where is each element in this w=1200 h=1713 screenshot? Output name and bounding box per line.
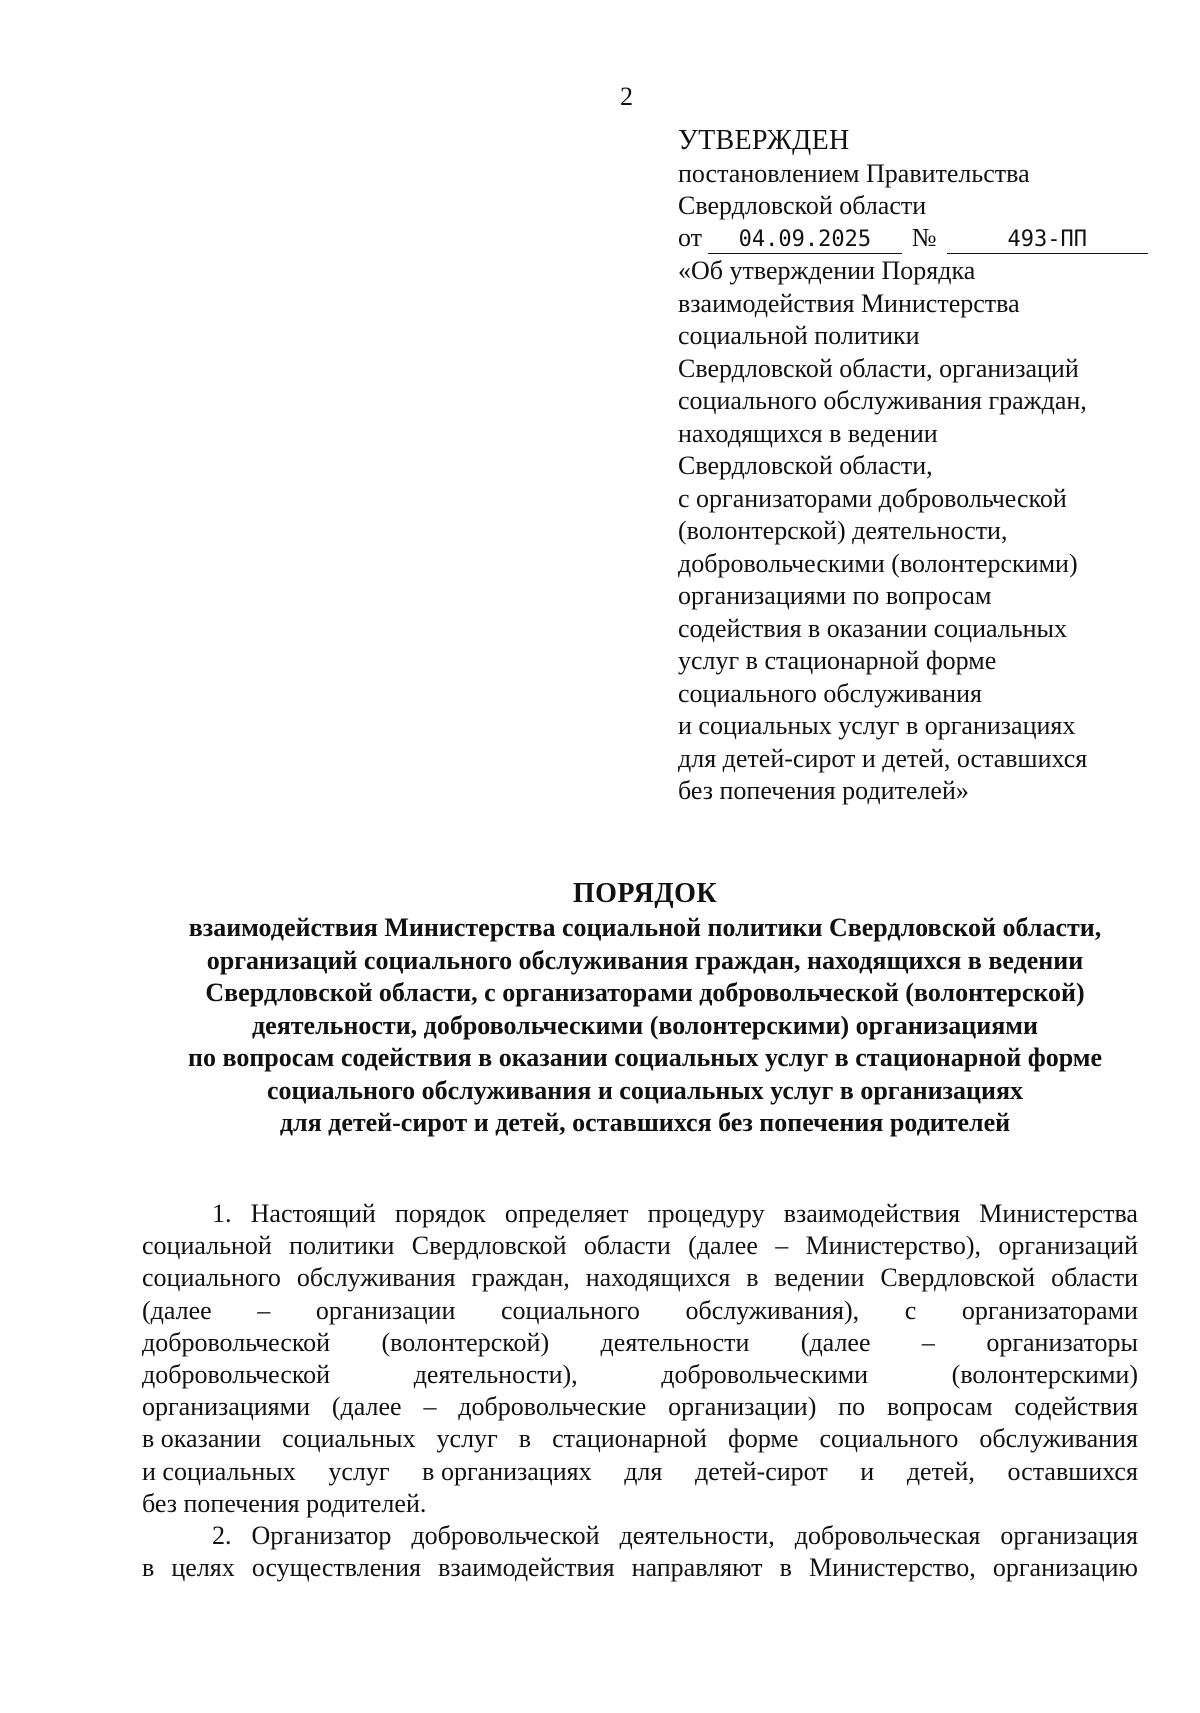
word: обслуживания xyxy=(296,1263,456,1293)
text-line xyxy=(142,1327,1138,1359)
approval-subject-line: добровольческими (волонтерскими) xyxy=(678,548,1078,578)
approval-subject-line: без попечения родителей» xyxy=(678,776,969,805)
paragraph-2 xyxy=(142,1520,1138,1584)
word: в xyxy=(779,1553,792,1583)
word: Свердловской xyxy=(411,1231,567,1261)
word: обслуживания xyxy=(979,1424,1138,1454)
text-line xyxy=(142,1520,1138,1552)
word: социальных xyxy=(282,1424,416,1454)
word: содействия xyxy=(1014,1392,1138,1422)
text-line xyxy=(142,1198,1138,1230)
paragraph-1 xyxy=(142,1198,1138,1488)
word: услуг xyxy=(436,1424,498,1454)
word: – xyxy=(423,1392,437,1422)
word: Министерства xyxy=(979,1199,1138,1228)
word: добровольческая xyxy=(794,1521,981,1551)
word: процедуру xyxy=(647,1199,765,1228)
word: организацию xyxy=(992,1553,1138,1583)
text-line xyxy=(142,1359,1138,1391)
heading-line: для детей-сирот и детей, оставшихся без попечения родителей xyxy=(279,1108,1011,1137)
word: обслуживания), xyxy=(685,1295,860,1325)
word: услуг xyxy=(328,1456,390,1486)
word: организаций xyxy=(998,1231,1138,1261)
page-number: 2 xyxy=(620,82,633,111)
word: вопросам xyxy=(887,1392,993,1422)
word: целях xyxy=(171,1553,235,1583)
approval-subject-line: социального обслуживания граждан, xyxy=(678,386,1087,415)
word: добровольческими xyxy=(661,1360,869,1390)
approval-subject-line: с организаторами добровольческой xyxy=(678,483,1067,513)
approval-date-number-line xyxy=(678,222,1148,254)
approval-subject-line: содействия в оказании социальных xyxy=(678,613,1067,643)
word: детей, xyxy=(906,1456,975,1486)
number-prefix: № xyxy=(911,223,937,252)
word: граждан, xyxy=(471,1263,570,1293)
word: – xyxy=(921,1327,935,1357)
word: (далее xyxy=(142,1295,212,1325)
text-line xyxy=(142,1552,1138,1584)
word: (далее xyxy=(331,1392,402,1422)
word: (далее xyxy=(688,1231,758,1261)
word: форме xyxy=(727,1424,799,1454)
word: оставшихся xyxy=(1007,1456,1138,1486)
word: для xyxy=(624,1456,663,1486)
date-prefix: от xyxy=(678,223,703,252)
word: – xyxy=(257,1295,271,1325)
heading-line: организаций социального обслуживания граждан, находящихся в ведении xyxy=(206,945,1084,975)
approval-subject-line: Свердловской области, xyxy=(678,451,933,480)
approval-line-2: Свердловской области xyxy=(678,191,927,220)
word: Свердловской xyxy=(880,1263,1036,1293)
approval-subject-line: для детей-сирот и детей, оставшихся xyxy=(678,743,1088,773)
word: социального xyxy=(819,1424,959,1454)
word: организациями xyxy=(142,1392,310,1422)
word: организации) xyxy=(668,1392,817,1422)
word: социальной xyxy=(142,1231,272,1261)
word: детей-сирот xyxy=(694,1456,828,1486)
word: добровольческой xyxy=(142,1360,331,1390)
approval-subject-line: Свердловской области, организаций xyxy=(678,353,1079,383)
word: добровольческие xyxy=(458,1392,647,1422)
heading-line: по вопросам содействия в оказании социальных услуг в стационарной форме xyxy=(187,1043,1103,1072)
approval-subject-line: услуг в стационарной форме xyxy=(678,646,997,675)
word: находящихся xyxy=(585,1263,731,1293)
text-line xyxy=(142,1423,1138,1455)
document-heading xyxy=(120,876,1170,1140)
heading-line: деятельности, добровольческими (волонтерскими) организациями xyxy=(252,1010,1038,1040)
word: определяет xyxy=(504,1199,629,1228)
word: стационарной xyxy=(552,1424,707,1454)
word: – xyxy=(775,1231,789,1261)
approval-title: УТВЕРЖДЕН xyxy=(678,125,850,156)
word: (волонтерской) xyxy=(381,1327,550,1357)
word: социального xyxy=(142,1263,281,1293)
heading-line: взаимодействия Министерства социальной политики Свердловской области, xyxy=(188,913,1102,942)
word: области xyxy=(583,1231,671,1261)
heading-title: ПОРЯДОК xyxy=(572,878,718,909)
heading-line: социального обслуживания и социальных услуг в организациях xyxy=(266,1075,1024,1105)
word: области xyxy=(1051,1263,1138,1293)
approval-line-1: постановлением Правительства xyxy=(678,159,1030,188)
word: ведении xyxy=(774,1263,865,1293)
word: в xyxy=(518,1424,532,1454)
approval-stamp xyxy=(678,124,1148,808)
document-date: 04.09.2025 xyxy=(708,227,902,254)
word: (волонтерскими) xyxy=(951,1360,1138,1390)
word: 1. xyxy=(212,1199,232,1228)
word: организаторы xyxy=(986,1327,1138,1357)
word: Организатор xyxy=(251,1521,392,1551)
word: и xyxy=(860,1456,875,1486)
heading-lines xyxy=(120,912,1170,1140)
word: в организациях xyxy=(422,1456,592,1486)
word: деятельности), xyxy=(413,1360,578,1390)
word: в xyxy=(746,1263,759,1293)
word: в оказании xyxy=(142,1424,262,1454)
word: организации xyxy=(315,1295,456,1325)
word: осуществления xyxy=(251,1553,422,1583)
word: и социальных xyxy=(142,1456,296,1486)
word: порядок xyxy=(394,1199,486,1228)
approval-subject-line: взаимодействия Министерства xyxy=(678,288,1020,318)
word: Настоящий xyxy=(250,1199,376,1228)
word: организация xyxy=(1000,1521,1138,1551)
document-body xyxy=(142,1198,1138,1584)
word: социального xyxy=(501,1295,640,1325)
word: политики xyxy=(289,1231,395,1261)
word: взаимодействия xyxy=(438,1553,615,1583)
word: добровольческой xyxy=(142,1327,331,1357)
word: направляют xyxy=(631,1553,763,1583)
word: организаторами xyxy=(961,1295,1138,1325)
word: взаимодействия xyxy=(783,1199,961,1228)
word: в xyxy=(142,1553,155,1583)
word: добровольческой xyxy=(411,1521,600,1551)
word: с xyxy=(904,1295,917,1325)
text-line xyxy=(142,1456,1138,1488)
word: (далее xyxy=(800,1327,871,1357)
text-line xyxy=(142,1262,1138,1294)
word: по xyxy=(838,1392,866,1422)
approval-subject-line: находящихся в ведении xyxy=(678,418,938,448)
approval-subject-line: и социальных услуг в организациях xyxy=(678,711,1076,740)
word: Министерство), xyxy=(805,1231,982,1261)
heading-line: Свердловской области, с организаторами добровольческой (волонтерской) xyxy=(205,978,1085,1007)
word: деятельности, xyxy=(619,1521,775,1551)
word: 2. xyxy=(212,1521,232,1551)
approval-subject-line: организациями по вопросам xyxy=(678,581,992,610)
paragraph-1-last-line xyxy=(142,1488,1138,1520)
word: Министерство, xyxy=(808,1553,976,1583)
approval-subject-line: «Об утверждении Порядка xyxy=(678,256,976,285)
text-line xyxy=(142,1230,1138,1262)
document-number: 493-ПП xyxy=(947,227,1148,254)
approval-subject xyxy=(678,255,1148,808)
text-line xyxy=(142,1391,1138,1423)
paragraph-1-last-text: без попечения родителей. xyxy=(142,1488,427,1518)
approval-subject-line: (волонтерской) деятельности, xyxy=(678,516,1008,545)
word: деятельности xyxy=(600,1327,750,1357)
text-line xyxy=(142,1295,1138,1327)
approval-subject-line: социальной политики xyxy=(678,321,920,350)
approval-subject-line: социального обслуживания xyxy=(678,678,982,708)
